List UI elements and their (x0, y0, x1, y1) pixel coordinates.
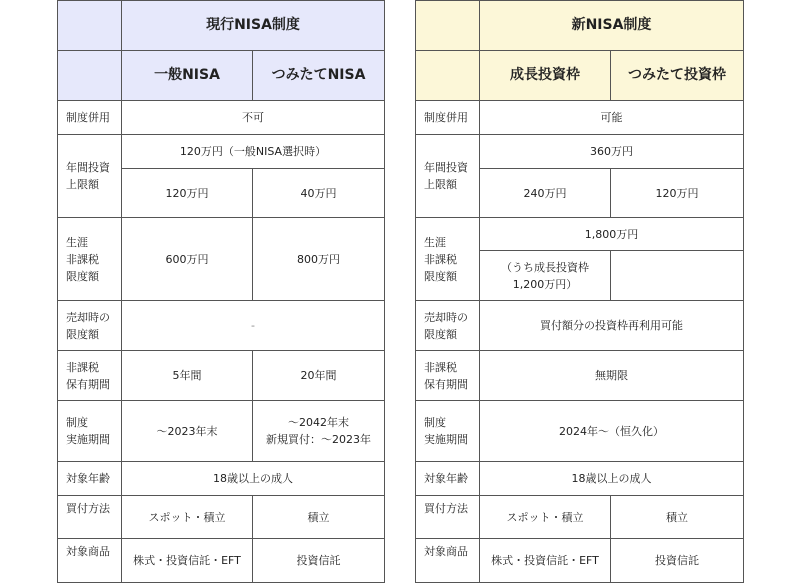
current-cell: ～2042年末 新規買付：～2023年 (252, 400, 385, 462)
new-cell: 無期限 (479, 350, 744, 401)
current-cell: スポット・積立 (121, 495, 253, 539)
new-row-label: 生涯 非課税 限度額 (415, 217, 480, 301)
current-cell: 18歳以上の成人 (121, 461, 385, 496)
new-cell: 投資信託 (610, 538, 744, 583)
current-cell: 40万円 (252, 168, 385, 218)
new-col1-header: 成長投資枠 (479, 50, 611, 101)
new-cell: 積立 (610, 495, 744, 539)
current-col2-header: つみたてNISA (252, 50, 385, 101)
new-row-label: 売却時の 限度額 (415, 300, 480, 351)
current-row-label: 制度併用 (57, 100, 122, 135)
current-cell: 20年間 (252, 350, 385, 401)
current-row-label: 買付方法 (57, 495, 122, 539)
current-header-corner-2 (57, 50, 122, 101)
current-cell: 株式・投資信託・EFT (121, 538, 253, 583)
new-cell: 2024年～（恒久化） (479, 400, 744, 462)
current-cell: 不可 (121, 100, 385, 135)
current-cell: ～2023年末 (121, 400, 253, 462)
current-row-label: 非課税 保有期間 (57, 350, 122, 401)
current-cell: 600万円 (121, 217, 253, 301)
current-row-label: 制度 実施期間 (57, 400, 122, 462)
current-cell: 投資信託 (252, 538, 385, 583)
new-cell: スポット・積立 (479, 495, 611, 539)
current-cell: 積立 (252, 495, 385, 539)
current-cell: 120万円（一般NISA選択時） (121, 134, 385, 169)
new-cell: 買付額分の投資枠再利用可能 (479, 300, 744, 351)
new-col2-header: つみたて投資枠 (610, 50, 744, 101)
current-cell: 800万円 (252, 217, 385, 301)
new-row-label: 制度 実施期間 (415, 400, 480, 462)
new-cell: 18歳以上の成人 (479, 461, 744, 496)
new-nisa-table (415, 0, 744, 583)
new-row-label: 買付方法 (415, 495, 480, 539)
current-row-label: 対象年齢 (57, 461, 122, 496)
current-cell: 120万円 (121, 168, 253, 218)
new-row-label: 対象商品 (415, 538, 480, 583)
new-row-label: 対象年齢 (415, 461, 480, 496)
new-row-label: 制度併用 (415, 100, 480, 135)
new-row-label: 非課税 保有期間 (415, 350, 480, 401)
current-row-label: 売却時の 限度額 (57, 300, 122, 351)
new-cell: 可能 (479, 100, 744, 135)
new-title: 新NISA制度 (479, 0, 744, 51)
new-cell: 360万円 (479, 134, 744, 169)
new-cell (610, 250, 744, 301)
current-col1-header: 一般NISA (121, 50, 253, 101)
current-cell: - (121, 300, 385, 351)
current-header-corner (57, 0, 122, 51)
new-cell: 株式・投資信託・EFT (479, 538, 611, 583)
new-header-corner-2 (415, 50, 480, 101)
new-cell: 1,800万円 (479, 217, 744, 251)
new-row-label: 年間投資 上限額 (415, 134, 480, 218)
current-title: 現行NISA制度 (121, 0, 385, 51)
current-row-label: 対象商品 (57, 538, 122, 583)
new-cell: （うち成長投資枠 1,200万円） (479, 250, 611, 301)
current-nisa-table (57, 0, 385, 583)
current-row-label: 生涯 非課税 限度額 (57, 217, 122, 301)
current-cell: 5年間 (121, 350, 253, 401)
new-header-corner (415, 0, 480, 51)
new-cell: 240万円 (479, 168, 611, 218)
new-cell: 120万円 (610, 168, 744, 218)
current-row-label: 年間投資 上限額 (57, 134, 122, 218)
